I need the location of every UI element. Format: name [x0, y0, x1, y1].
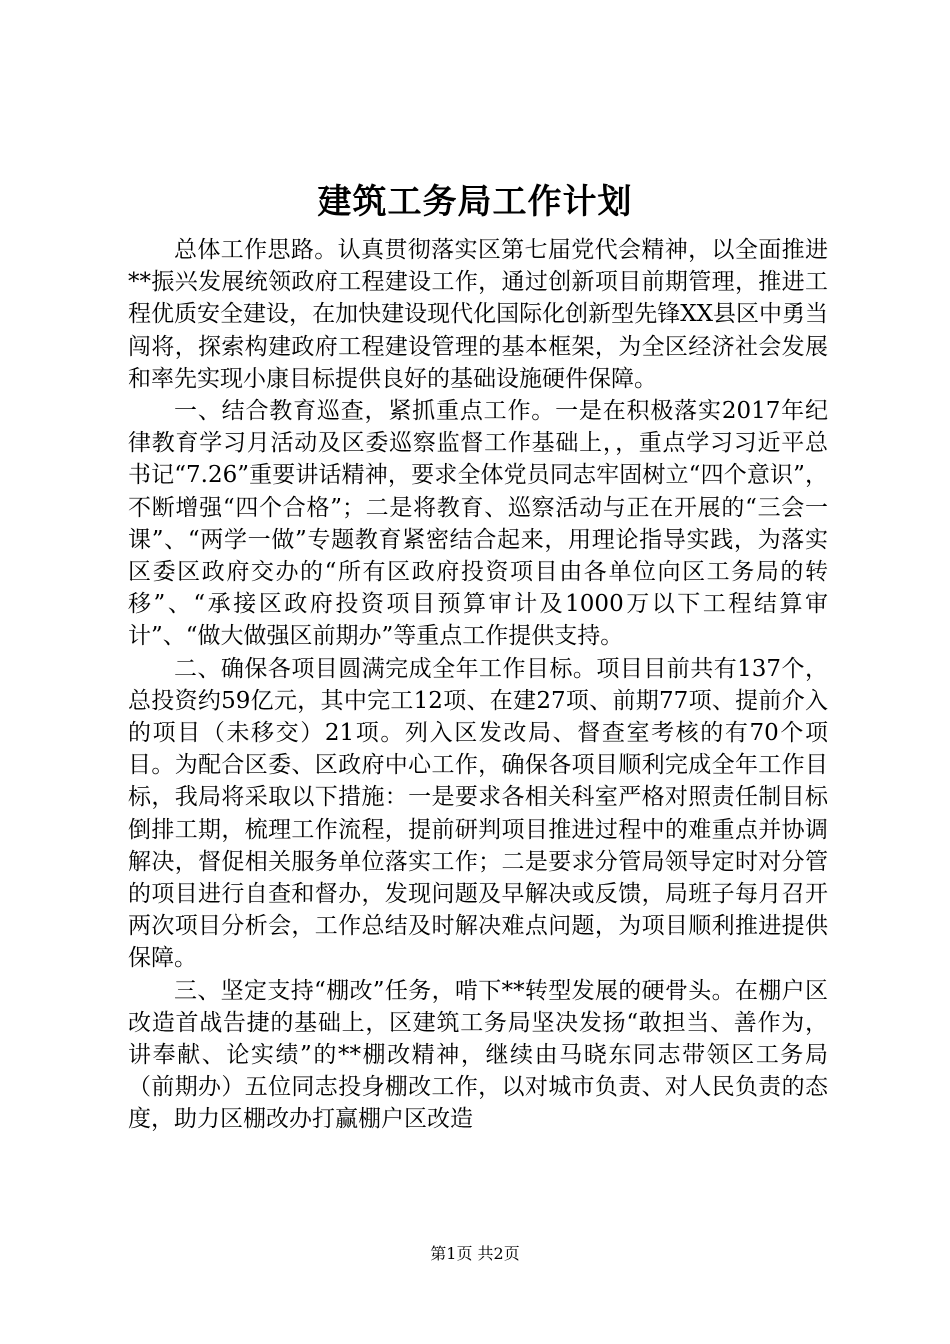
- paragraph-overall-approach: 总体工作思路。认真贯彻落实区第七届党代会精神，以全面推进**振兴发展统领政府工程建设工作，通过创新项目前期管理，推进工程优质安全建设，在加快建设现代化国际化创新型先锋XX县区中勇当闯将，探索构建政府工程建设管理的基本框架，为全区经济社会发展和率先实现小康目标提供良好的基础设施硬件保障。: [128, 237, 828, 392]
- paragraph-section-3: 三、坚定支持“棚改”任务，啃下**转型发展的硬骨头。在棚户区改造首战告捷的基础上，区建筑工务局坚决发扬“敢担当、善作为，讲奉献、论实绩”的**棚改精神，继续由马晓东同志带领区工务局（前期办）五位同志投身棚改工作，以对城市负责、对人民负责的态度，助力区棚改办打赢棚户区改造: [128, 977, 828, 1133]
- paragraph-section-2: 二、确保各项目圆满完成全年工作目标。项目目前共有137个，总投资约59亿元，其中完工12项、在建27项、前期77项、提前介入的项目（未移交）21项。列入区发改局、督查室考核的有70个项目。为配合区委、区政府中心工作，确保各项目顺利完成全年工作目标，我局将采取以下措施：一是要求各相关科室严格对照责任制目标倒排工期，梳理工作流程，提前研判项目推进过程中的难重点并协调解决，督促相关服务单位落实工作；二是要求分管局领导定时对分管的项目进行自查和督办，发现问题及早解决或反馈，局班子每月召开两次项目分析会，工作总结及时解决难点问题，为项目顺利推进提供保障。: [128, 655, 828, 972]
- paragraph-section-1: 一、结合教育巡查，紧抓重点工作。一是在积极落实2017年纪律教育学习月活动及区委巡察监督工作基础上，，重点学习习近平总书记“7.26”重要讲话精神，要求全体党员同志牢固树立“四个意识”，不断增强“四个合格”；二是将教育、巡察活动与正在开展的“三会一课”、“两学一做”专题教育紧密结合起来，用理论指导实践，为落实区委区政府交办的“所有区政府投资项目由各单位向区工务局的转移”、“承接区政府投资项目预算审计及1000万以下工程结算审计”、“做大做强区前期办”等重点工作提供支持。: [128, 398, 828, 650]
- document-title: 建筑工务局工作计划: [317, 182, 633, 222]
- page-number-footer: 第1页 共2页: [430, 1244, 520, 1263]
- document-body: [128, 234, 828, 1136]
